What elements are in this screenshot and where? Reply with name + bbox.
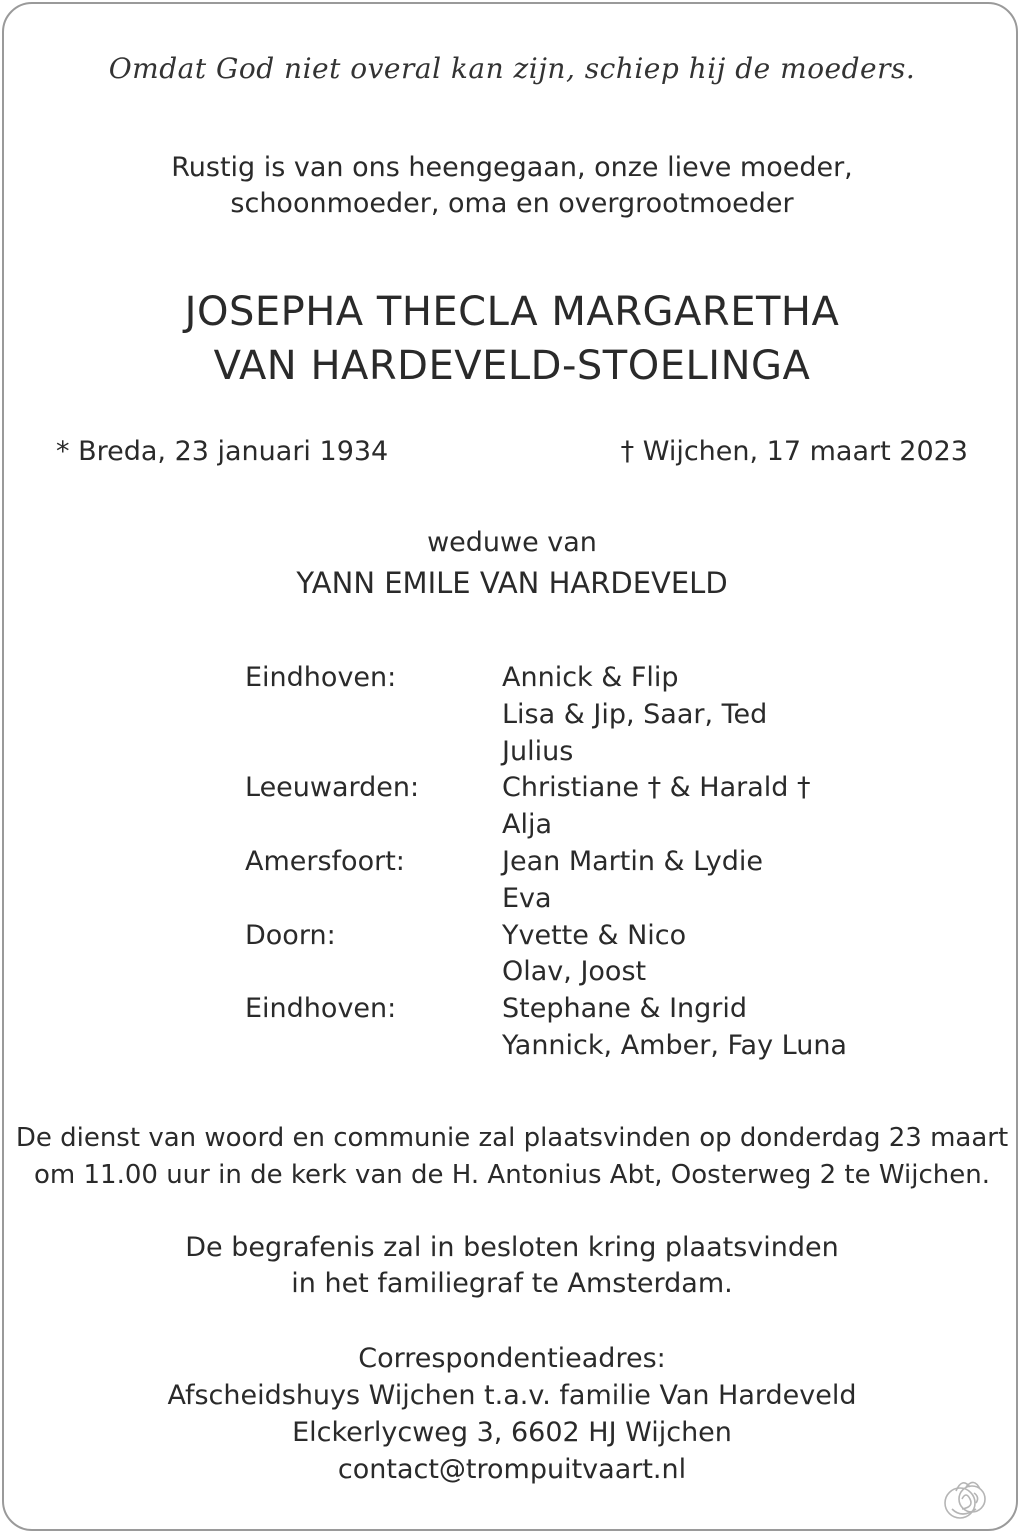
family-name-line: Lisa & Jip, Saar, Ted: [502, 698, 768, 730]
death-date: † Wijchen, 17 maart 2023: [620, 436, 968, 467]
floral-logo-icon: [938, 1469, 996, 1527]
family-name-line: Olav, Joost: [502, 956, 647, 988]
family-group: [245, 991, 885, 1065]
correspondence-label: Correspondentieadres:: [358, 1343, 666, 1374]
family-names: [502, 918, 885, 992]
correspondence-email: contact@trompuitvaart.nl: [337, 1454, 687, 1485]
intro-line-2: schoonmoeder, oma en overgrootmoeder: [230, 188, 794, 219]
family-names: [502, 660, 885, 770]
family-name-line: Jean Martin & Lydie: [502, 845, 763, 877]
family-name-line: Alja: [502, 809, 553, 841]
service-line-1: De dienst van woord en communie zal plaatsvinden op donderdag 23 maart: [15, 1123, 1009, 1153]
family-names: [502, 770, 885, 844]
intro-text: [0, 150, 1024, 222]
service-line-2: om 11.00 uur in de kerk van de H. Antonius Abt, Oosterweg 2 te Wijchen.: [34, 1160, 990, 1190]
family-names: [502, 844, 885, 918]
deceased-name: [0, 285, 1024, 393]
family-list: [245, 660, 885, 1065]
deceased-name-line-2: VAN HARDEVELD-STOELINGA: [213, 343, 811, 389]
family-place: Eindhoven:: [245, 662, 397, 693]
burial-info: [0, 1230, 1024, 1302]
family-name-line: Annick & Flip: [502, 662, 679, 693]
family-name-line: Yvette & Nico: [502, 919, 687, 951]
motto: Omdat God niet overal kan zijn, schiep hij de moeders.: [108, 52, 916, 85]
family-name-line: Julius: [502, 735, 574, 767]
correspondence-line-2: Elckerlycweg 3, 6602 HJ Wijchen: [292, 1417, 732, 1448]
family-place: Doorn:: [245, 919, 336, 951]
family-group: [245, 918, 885, 992]
spouse-name: YANN EMILE VAN HARDEVELD: [296, 566, 728, 600]
burial-line-1: De begrafenis zal in besloten kring plaatsvinden: [185, 1232, 839, 1263]
family-name-line: Yannick, Amber, Fay Luna: [502, 1029, 847, 1061]
family-group: [245, 660, 885, 770]
family-place: Leeuwarden:: [245, 772, 420, 804]
deceased-name-line-1: JOSEPHA THECLA MARGARETHA: [184, 289, 840, 335]
correspondence-line-1: Afscheidshuys Wijchen t.a.v. familie Van Hardeveld: [167, 1380, 857, 1411]
family-name-line: Christiane † & Harald †: [502, 772, 811, 804]
widow-label: weduwe van: [427, 527, 597, 558]
intro-line-1: Rustig is van ons heengegaan, onze lieve moeder,: [171, 152, 853, 183]
family-names: [502, 991, 885, 1065]
family-group: [245, 770, 885, 844]
family-place: Amersfoort:: [245, 845, 405, 877]
service-info: [0, 1120, 1024, 1194]
family-group: [245, 844, 885, 918]
family-place: Eindhoven:: [245, 993, 397, 1025]
birth-date: * Breda, 23 januari 1934: [56, 436, 389, 467]
family-name-line: Stephane & Ingrid: [502, 993, 748, 1025]
family-name-line: Eva: [502, 882, 552, 914]
correspondence-address: [0, 1340, 1024, 1488]
burial-line-2: in het familiegraf te Amsterdam.: [291, 1268, 733, 1299]
